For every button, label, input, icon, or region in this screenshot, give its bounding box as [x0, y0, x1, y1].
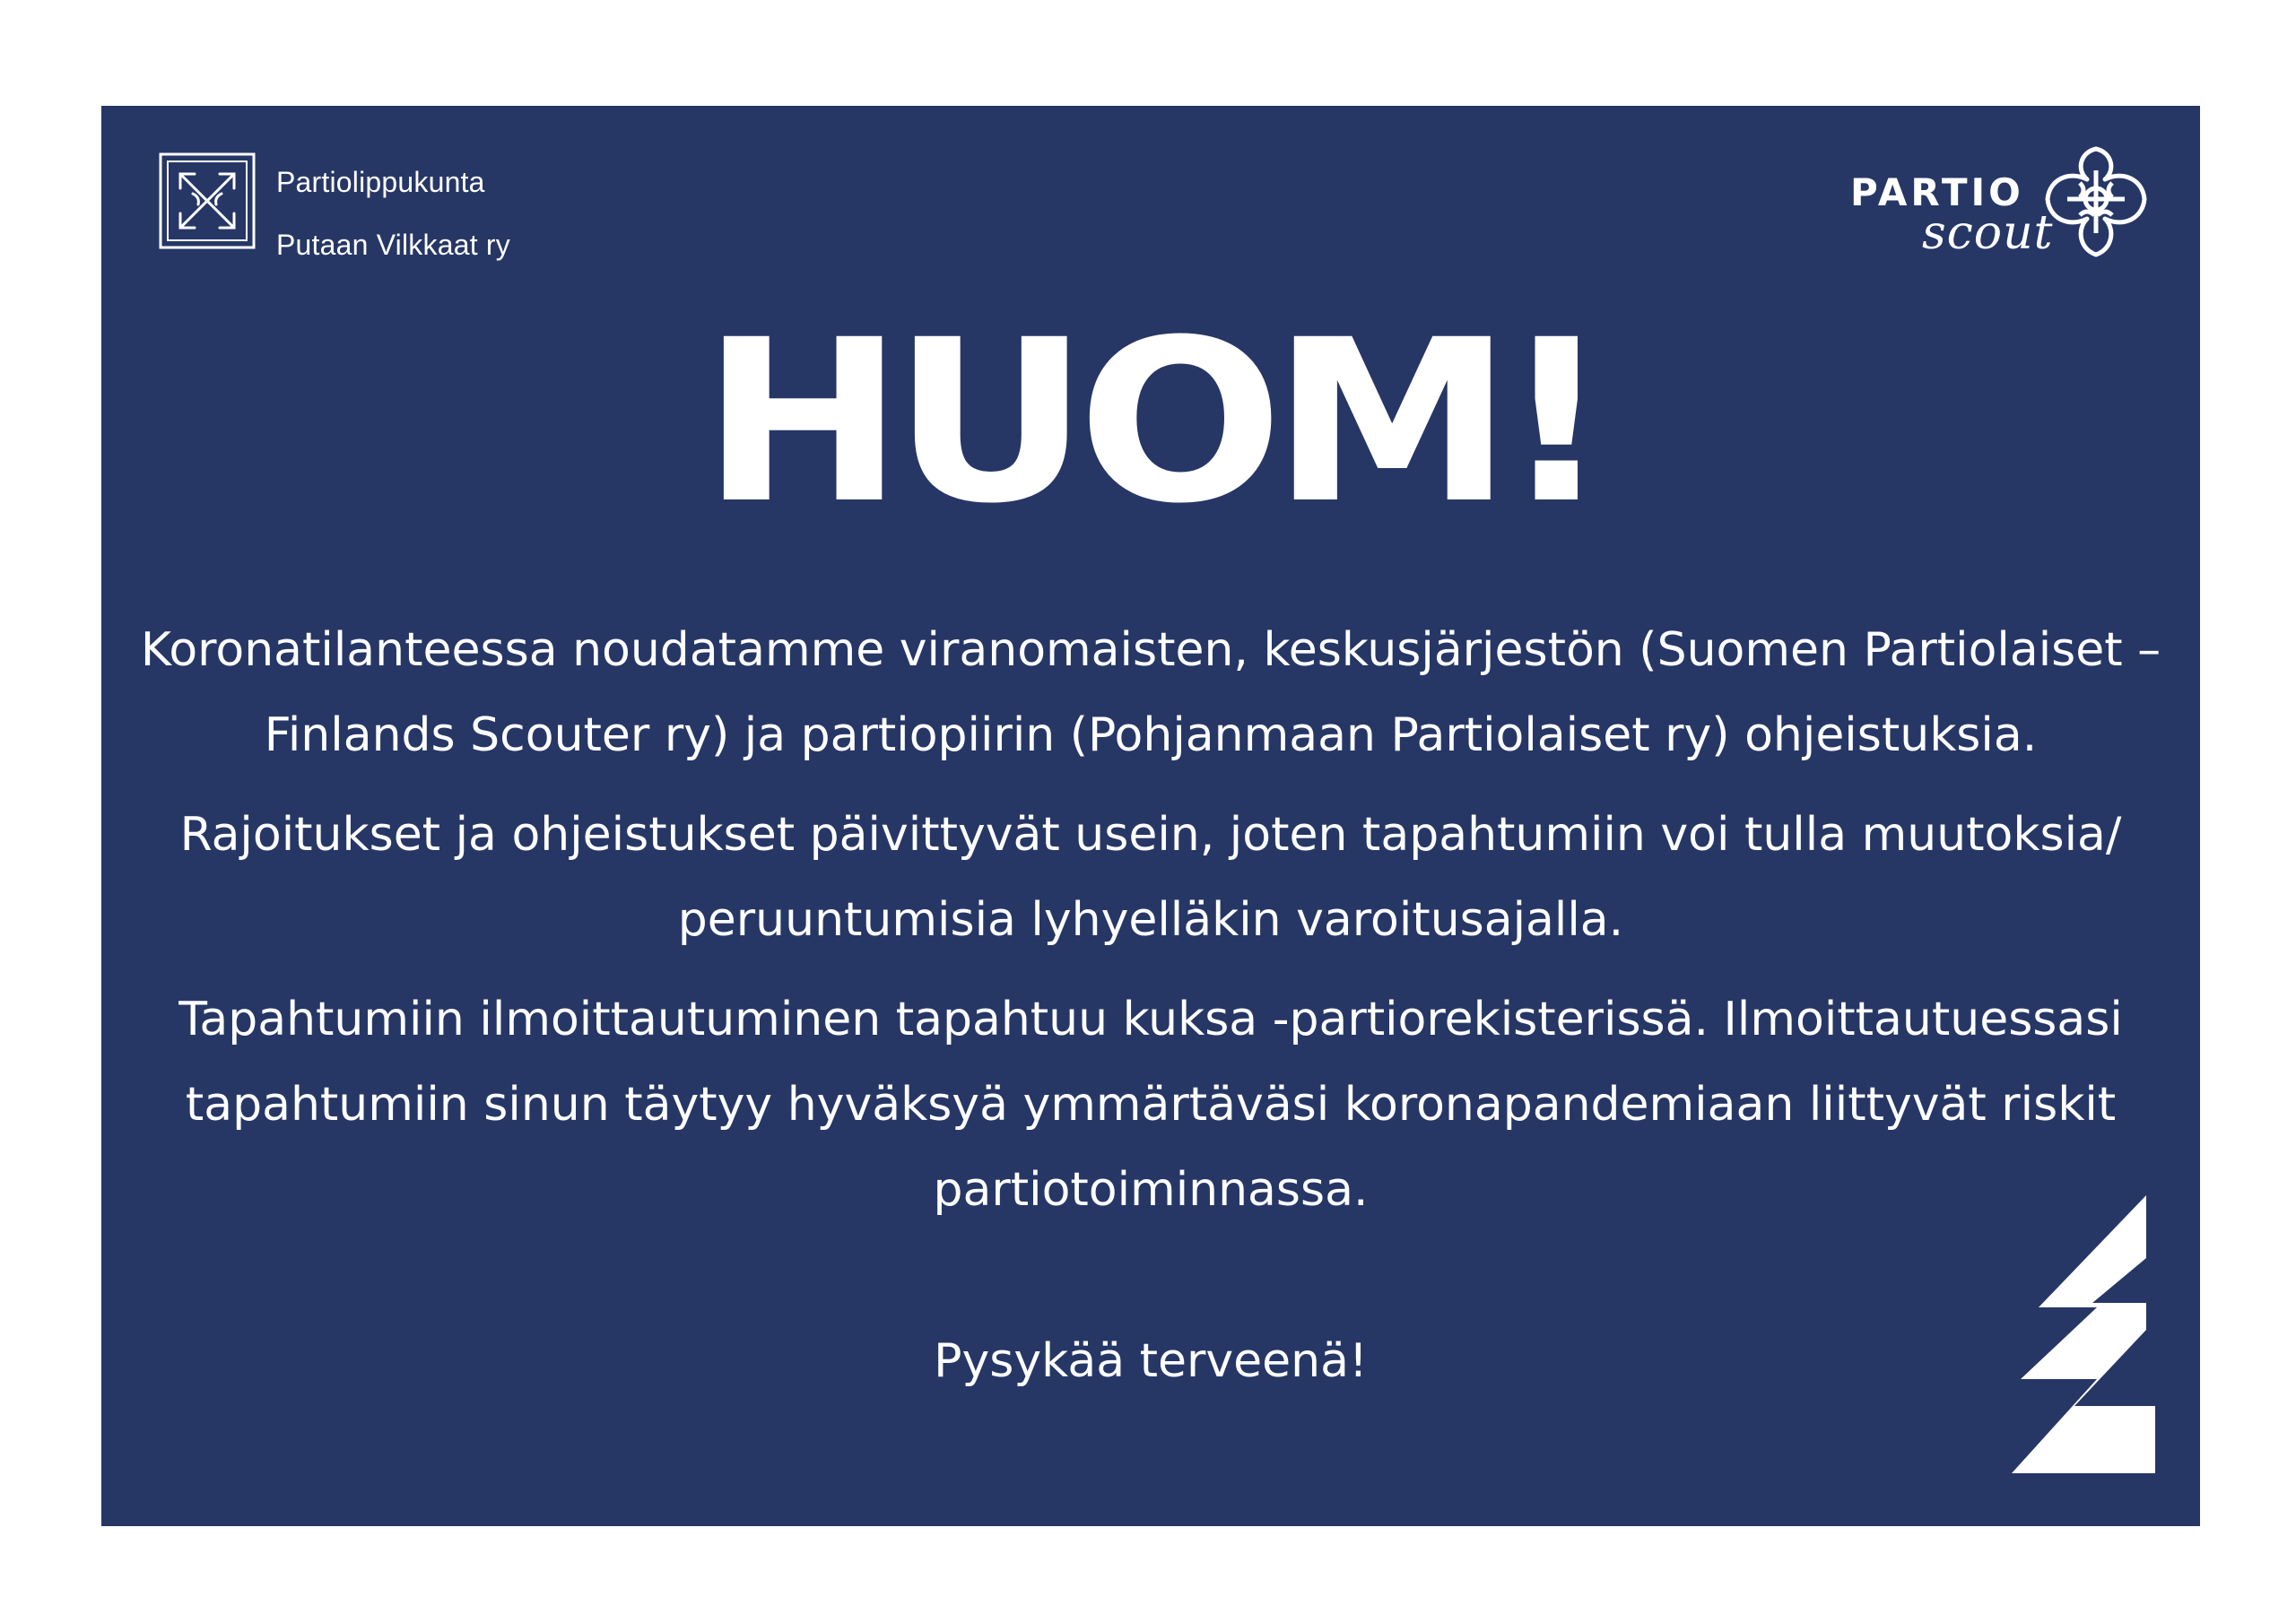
partio-wordmark: PARTIO: [1850, 170, 2024, 214]
organization-name: [276, 151, 510, 276]
organization-line-2: Putaan Vilkkaat ry: [276, 229, 510, 261]
paragraph-registration: Tapahtumiin ilmoittautuminen tapahtuu kuksa -partiorekisterissä. Ilmoittautuessasi tapahtumiin sinun täytyy hyväksyä ymmärtäväsi koronapandemiaan liittyvät riskit partiotoiminnassa.: [178, 993, 2123, 1217]
scout-trefoil-icon: [2040, 143, 2152, 262]
paragraph-guidelines: Koronatilanteessa noudatamme viranomaisten, keskusjärjestön (Suomen Partiolaiset – Finlands Scouter ry) ja partiopiirin (Pohjanmaan Partiolaiset ry) ohjeistuksia.: [140, 623, 2161, 762]
lightning-bolt-icon: [2012, 1195, 2155, 1473]
partio-scout-logo: [1850, 143, 2155, 269]
notice-poster: [101, 106, 2200, 1526]
closing-text: Pysykää terveenä!: [934, 1334, 1368, 1388]
body-text: [137, 608, 2164, 1247]
headline: HUOM!: [701, 291, 1600, 552]
troop-emblem-icon: [159, 152, 256, 249]
paragraph-restrictions: Rajoitukset ja ohjeistukset päivittyvät usein, joten tapahtumiin voi tulla muutoksia/ peruuntumisia lyhyelläkin varoitusajalla.: [179, 808, 2122, 947]
scout-wordmark: scout: [1922, 206, 2054, 260]
organization-line-1: Partiolippukunta: [276, 166, 485, 198]
